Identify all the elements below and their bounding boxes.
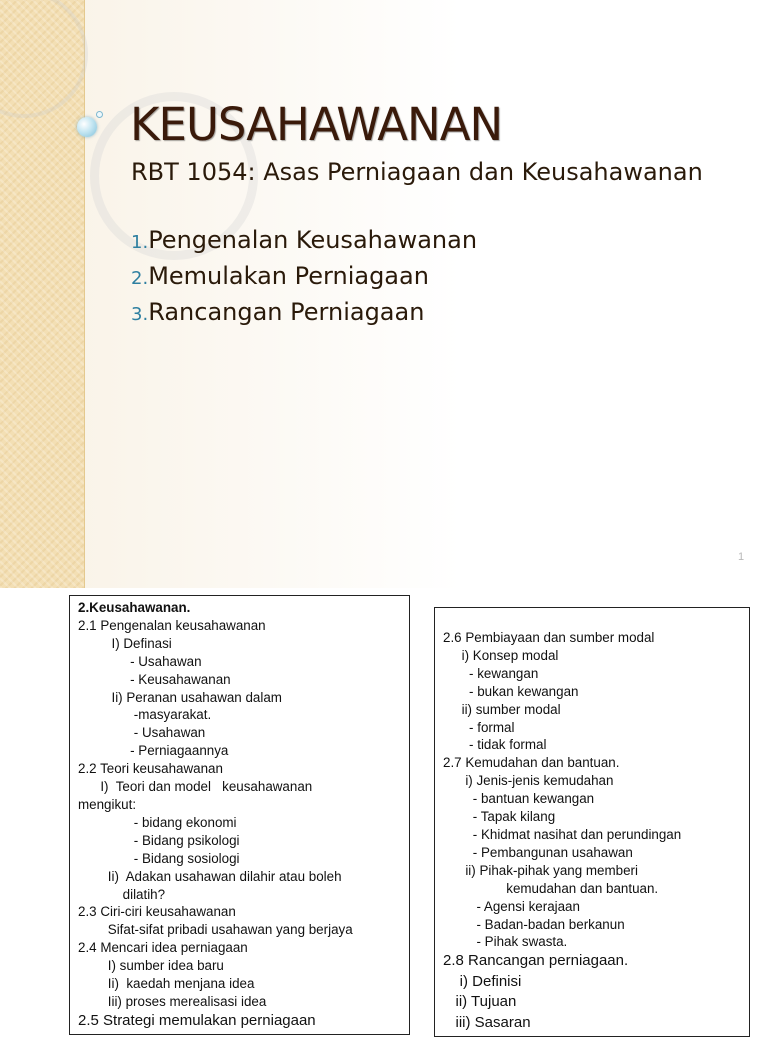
topic-item xyxy=(131,296,477,332)
topic-item xyxy=(131,260,477,296)
syllabus-line: kemudahan dan bantuan. xyxy=(443,880,659,896)
topic-label: Pengenalan Keusahawanan xyxy=(148,226,478,254)
syllabus-line: - Usahawan xyxy=(78,653,202,669)
syllabus-line: - Perniagaannya xyxy=(78,743,229,759)
syllabus-line: - formal xyxy=(443,719,515,735)
syllabus-line: - Agensi kerajaan xyxy=(443,898,580,914)
syllabus-line: - Usahawan xyxy=(78,725,206,741)
syllabus-line: i) Definisi xyxy=(443,972,522,990)
syllabus-line: - Bidang sosiologi xyxy=(78,850,240,866)
syllabus-line: iii) Sasaran xyxy=(443,1013,531,1031)
syllabus-line: - Badan-badan berkanun xyxy=(443,916,625,932)
syllabus-line: i) Konsep modal xyxy=(443,647,559,663)
syllabus-line: I) Teori dan model keusahawanan xyxy=(78,779,313,795)
syllabus-line: mengikut: xyxy=(78,796,137,812)
syllabus-line: - Bidang psikologi xyxy=(78,832,240,848)
syllabus-line: Sifat-sifat pribadi usahawan yang berjaya xyxy=(78,922,353,938)
topic-number: 3. xyxy=(131,304,149,325)
syllabus-line: Iii) proses merealisasi idea xyxy=(78,993,267,1009)
syllabus-line: i) Jenis-jenis kemudahan xyxy=(443,773,614,789)
syllabus-line: ii) Pihak-pihak yang memberi xyxy=(443,862,638,878)
syllabus-line: I) sumber idea baru xyxy=(78,958,224,974)
syllabus-box-left xyxy=(69,595,410,1035)
syllabus-line: - Pembangunan usahawan xyxy=(443,844,633,860)
syllabus-line: -masyarakat. xyxy=(78,707,212,723)
syllabus-box-right xyxy=(434,607,750,1037)
slide-subtitle: RBT 1054: Asas Perniagaan dan Keusahawanan xyxy=(131,158,703,186)
syllabus-line: 2.7 Kemudahan dan bantuan. xyxy=(443,755,620,771)
syllabus-line: dilatih? xyxy=(78,886,166,902)
topic-label: Rancangan Perniagaan xyxy=(148,298,425,326)
slide-page-number: 1 xyxy=(738,551,745,563)
syllabus-line: I) Definasi xyxy=(78,635,172,651)
syllabus-line: 2.3 Ciri-ciri keusahawanan xyxy=(78,904,236,920)
syllabus-line: Ii) Peranan usahawan dalam xyxy=(78,689,282,705)
syllabus-line: - bidang ekonomi xyxy=(78,814,237,830)
bubble-icon xyxy=(77,117,97,137)
slide-title: KEUSAHAWANAN xyxy=(130,98,503,151)
topic-item xyxy=(131,224,477,260)
syllabus-line: 2.1 Pengenalan keusahawanan xyxy=(78,617,266,633)
syllabus-line: 2.4 Mencari idea perniagaan xyxy=(78,940,248,956)
syllabus-line: - kewangan xyxy=(443,665,539,681)
syllabus-line: ii) sumber modal xyxy=(443,701,561,717)
small-bubble-icon xyxy=(96,111,103,118)
syllabus-line: 2.6 Pembiayaan dan sumber modal xyxy=(443,630,655,645)
topic-number: 1. xyxy=(131,232,149,253)
syllabus-line: - bukan kewangan xyxy=(443,683,579,699)
syllabus-line: ii) Tujuan xyxy=(443,993,517,1011)
syllabus-line: 2.8 Rancangan perniagaan. xyxy=(443,952,629,970)
slide-topic-list xyxy=(131,224,477,332)
syllabus-line: Ii) Adakan usahawan dilahir atau boleh xyxy=(78,868,342,884)
syllabus-line: - Pihak swasta. xyxy=(443,934,568,950)
topic-label: Memulakan Perniagaan xyxy=(148,262,429,290)
syllabus-line: - Keusahawanan xyxy=(78,671,231,687)
syllabus-line: - bantuan kewangan xyxy=(443,791,595,807)
syllabus-line: - tidak formal xyxy=(443,737,547,753)
syllabus-line: - Khidmat nasihat dan perundingan xyxy=(443,826,682,842)
topic-number: 2. xyxy=(131,268,149,289)
syllabus-line: Ii) kaedah menjana idea xyxy=(78,976,255,992)
syllabus-line: 2.2 Teori keusahawanan xyxy=(78,761,223,777)
syllabus-line: 2.5 Strategi memulakan perniagaan xyxy=(78,1011,316,1029)
syllabus-line: 2.Keusahawanan. xyxy=(78,600,191,615)
syllabus-line: - Tapak kilang xyxy=(443,809,556,825)
